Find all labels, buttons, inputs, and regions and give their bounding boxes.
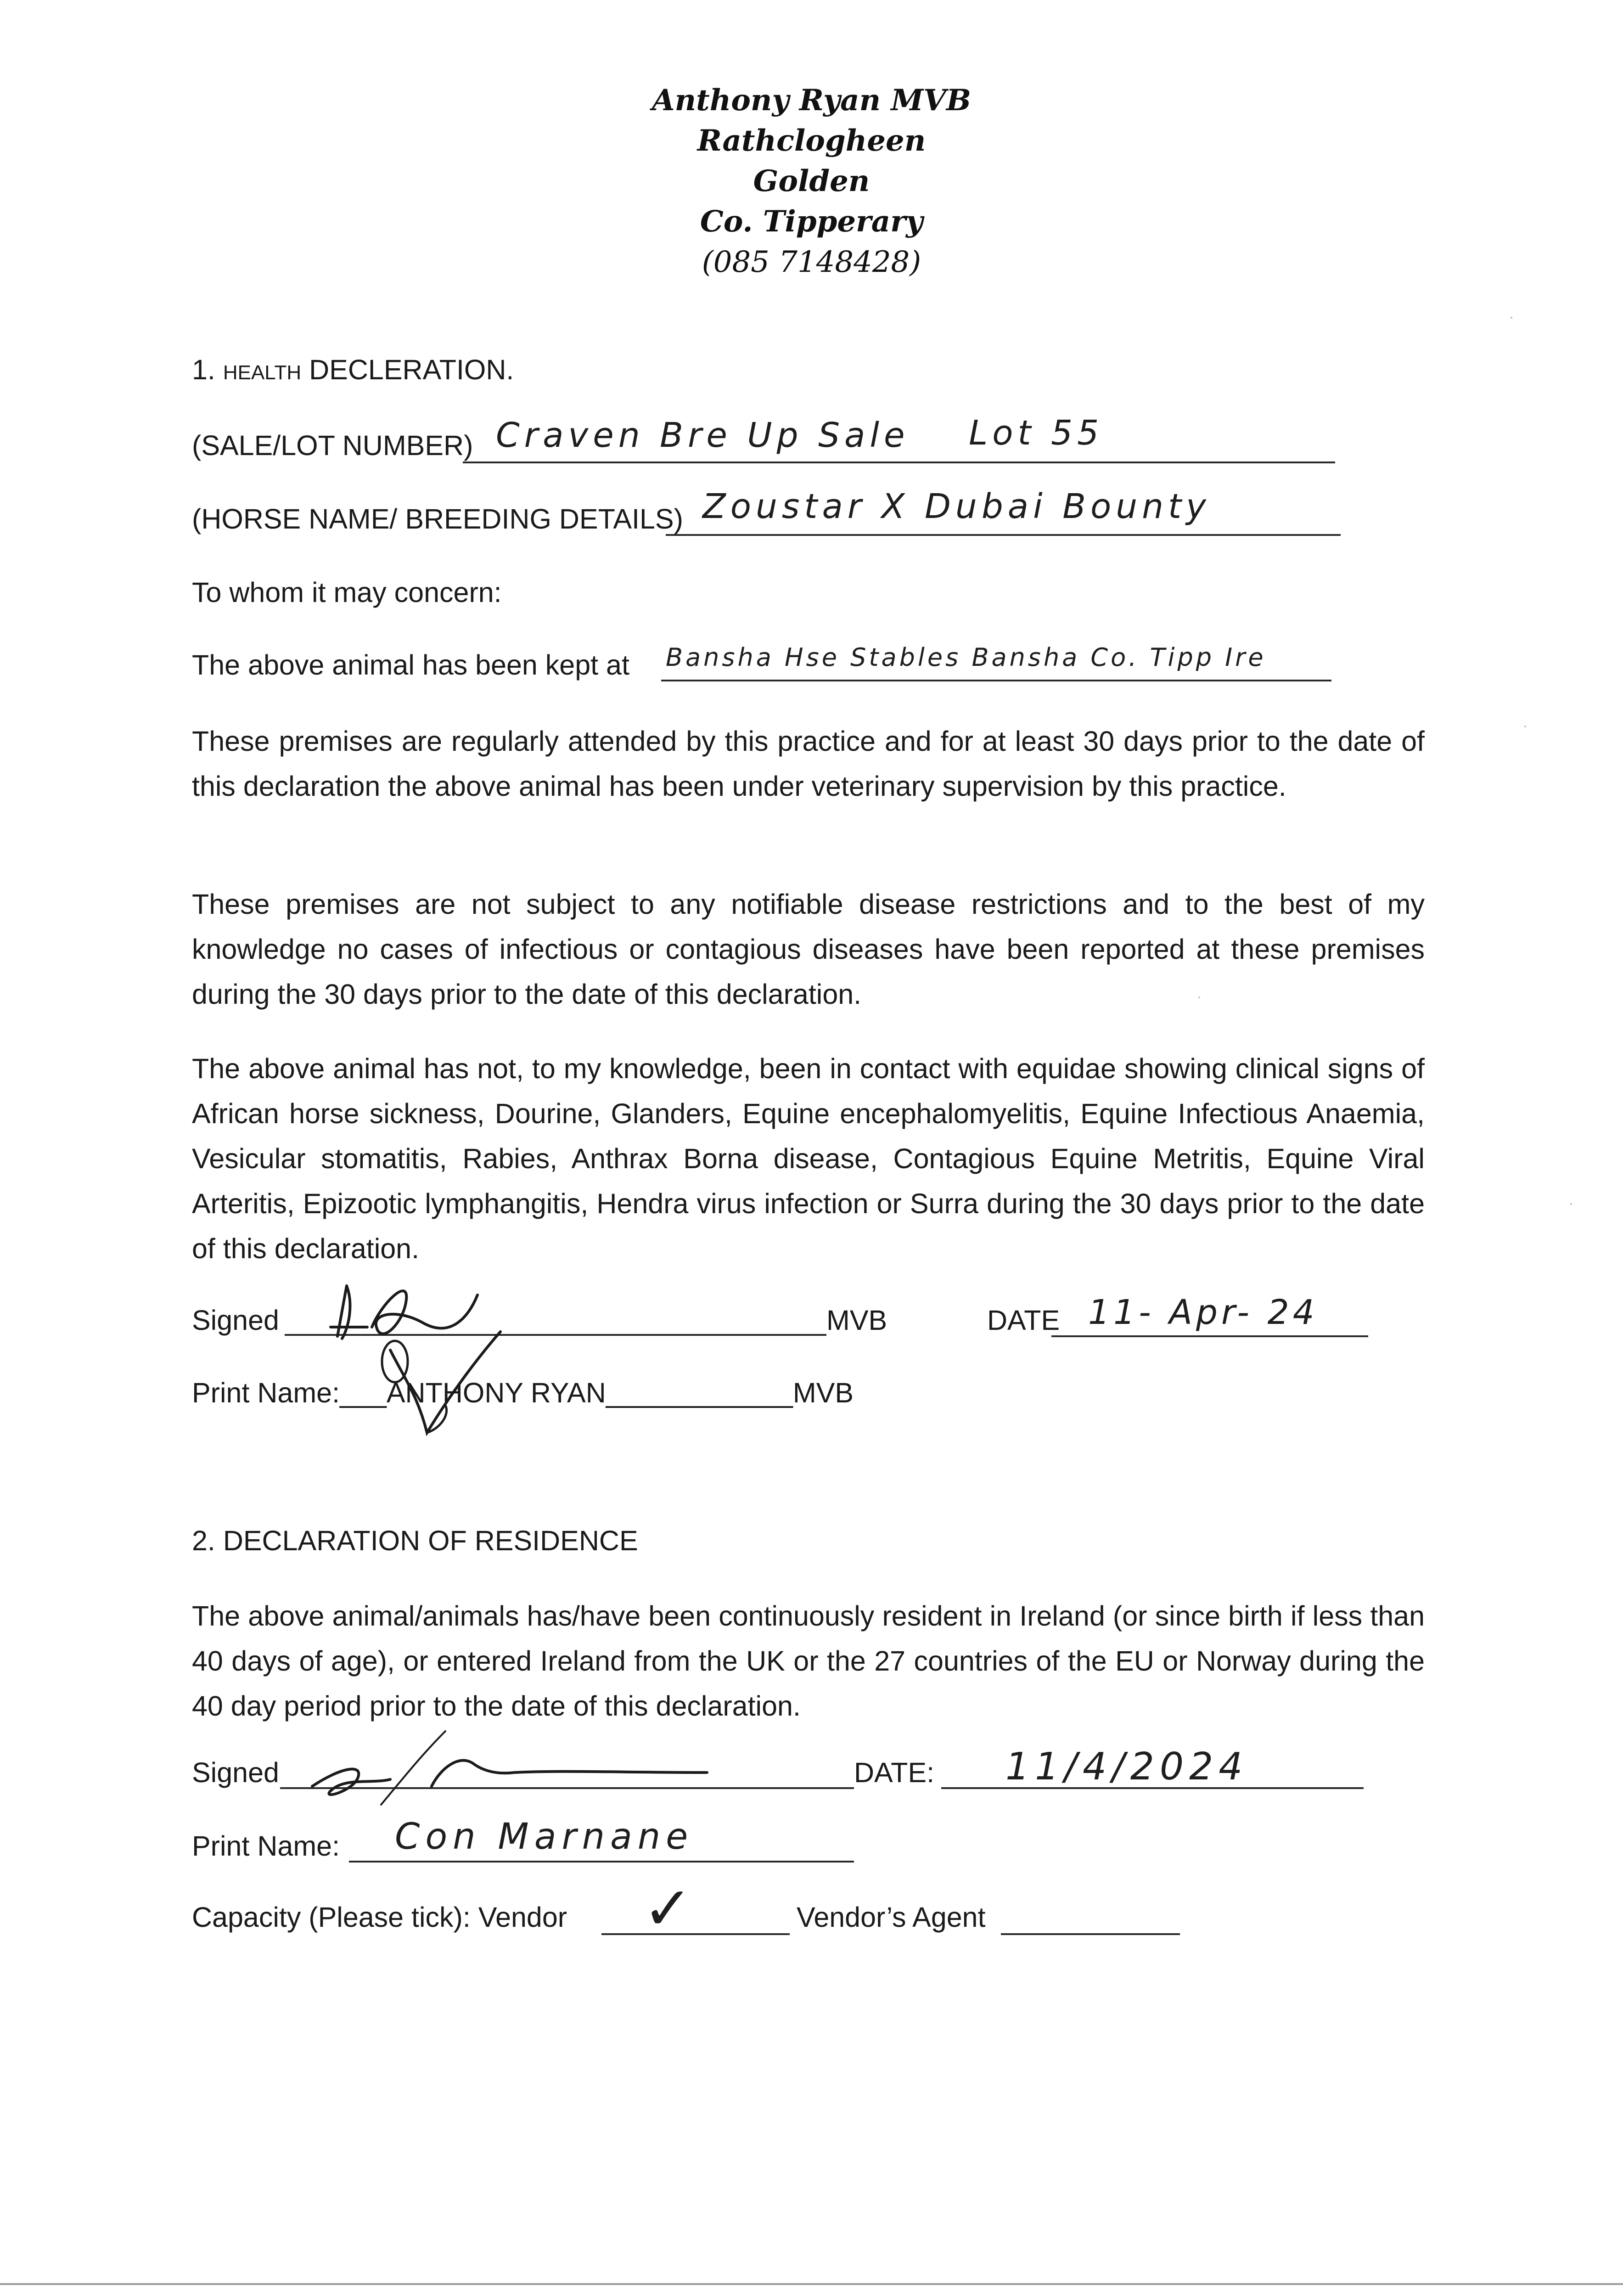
scan-speck bbox=[1524, 726, 1526, 727]
scan-speck bbox=[1198, 996, 1200, 998]
health-heading-small: HEALTH bbox=[223, 361, 302, 384]
vet-date-handwriting: 11- Apr- 24 bbox=[1088, 1293, 1318, 1332]
page-bottom-edge bbox=[0, 2283, 1623, 2285]
vendor-agent-line[interactable] bbox=[1001, 1933, 1180, 1935]
vendor-date-handwriting: 11/4/2024 bbox=[1005, 1745, 1248, 1789]
vet-date-line[interactable] bbox=[1051, 1335, 1368, 1337]
scan-speck bbox=[1570, 1203, 1572, 1205]
vet-print-name-trail: ____________ bbox=[606, 1377, 793, 1408]
vet-print-name-label bbox=[192, 1377, 854, 1409]
scan-speck bbox=[1511, 317, 1512, 319]
letterhead-address-line-3: Co. Tipperary bbox=[700, 204, 923, 239]
horse-name-line[interactable] bbox=[666, 534, 1341, 536]
sale-lot-handwriting: Craven Bre Up Sale bbox=[496, 416, 910, 455]
sale-lot-label: (SALE/LOT NUMBER) bbox=[192, 430, 473, 461]
vendor-agent-label: Vendor’s Agent bbox=[797, 1902, 986, 1933]
health-declaration-heading bbox=[192, 354, 514, 386]
vet-print-name-value: ANTHONY RYAN bbox=[386, 1377, 606, 1408]
vet-signed-label: Signed bbox=[192, 1305, 279, 1336]
vet-date-label: DATE bbox=[987, 1305, 1060, 1336]
capacity-label: Capacity (Please tick): Vendor bbox=[192, 1902, 567, 1933]
health-heading-number: 1. bbox=[192, 354, 215, 385]
kept-at-label: The above animal has been kept at bbox=[192, 649, 629, 681]
supervision-paragraph: These premises are regularly attended by this practice and for at least 30 days prior to the date of this declaration the above animal has been under veterinary supervision by this practice. bbox=[192, 726, 1425, 802]
letterhead-address-line-2: Golden bbox=[753, 164, 870, 198]
letterhead-address-line-1: Rathclogheen bbox=[697, 124, 926, 158]
residence-heading: 2. DECLARATION OF RESIDENCE bbox=[192, 1525, 638, 1556]
lot-number-handwriting: Lot 55 bbox=[969, 413, 1104, 453]
vendor-tick-mark: ✓ bbox=[643, 1874, 693, 1943]
vet-print-name-suffix: MVB bbox=[792, 1377, 854, 1408]
no-restrictions-paragraph: These premises are not subject to any notifiable disease restrictions and to the best of my knowledge no cases of infectious or contagious diseases have been reported at these premises during the 30 days prior to the date of this declaration. bbox=[192, 889, 1425, 1010]
horse-name-handwriting: Zoustar X Dubai Bounty bbox=[702, 487, 1211, 526]
residence-paragraph: The above animal/animals has/have been continuously resident in Ireland (or since birth if less than 40 days of age), or entered Ireland from the UK or the 27 countries of the EU or Norway during the 40 day period prior to the date of this declaration. bbox=[192, 1600, 1425, 1722]
letterhead bbox=[0, 80, 1623, 282]
kept-at-line[interactable] bbox=[661, 680, 1331, 681]
vet-signature bbox=[303, 1258, 560, 1442]
no-contact-paragraph: The above animal has not, to my knowledge, been in contact with equidae showing clinical signs of African horse sickness, Dourine, Glanders, Equine encephalomyelitis, Equine Infectious Anaemia, Vesicular stomatitis, Rabies, Anthrax Borna disease, Contagious Equine Metritis, Equine Viral Arteritis, Epizootic lymphangitis, Hendra virus infection or Surra during the 30 days prior to the date of this declaration. bbox=[192, 1053, 1425, 1264]
letterhead-phone: (085 7148428) bbox=[702, 245, 921, 279]
vendor-tick-line[interactable] bbox=[601, 1933, 790, 1935]
health-heading-main: DECLERATION. bbox=[309, 354, 514, 385]
vendor-signature bbox=[303, 1727, 744, 1809]
vet-print-name-gap: ___ bbox=[340, 1377, 387, 1408]
vet-mvb-suffix: MVB bbox=[826, 1305, 887, 1336]
vendor-print-name-label: Print Name: bbox=[192, 1830, 340, 1862]
vendor-print-name-line[interactable] bbox=[349, 1861, 854, 1863]
vet-print-name-label-text: Print Name: bbox=[192, 1377, 340, 1408]
vendor-date-label: DATE: bbox=[854, 1757, 935, 1788]
horse-name-label: (HORSE NAME/ BREEDING DETAILS) bbox=[192, 503, 683, 535]
vendor-signed-label: Signed bbox=[192, 1757, 279, 1788]
kept-at-handwriting: Bansha Hse Stables Bansha Co. Tipp Ire bbox=[666, 643, 1266, 672]
letterhead-name: Anthony Ryan MVB bbox=[651, 83, 972, 118]
sale-lot-line[interactable] bbox=[463, 461, 1335, 463]
salutation: To whom it may concern: bbox=[192, 577, 502, 608]
vendor-print-name-handwriting: Con Marnane bbox=[395, 1816, 694, 1857]
